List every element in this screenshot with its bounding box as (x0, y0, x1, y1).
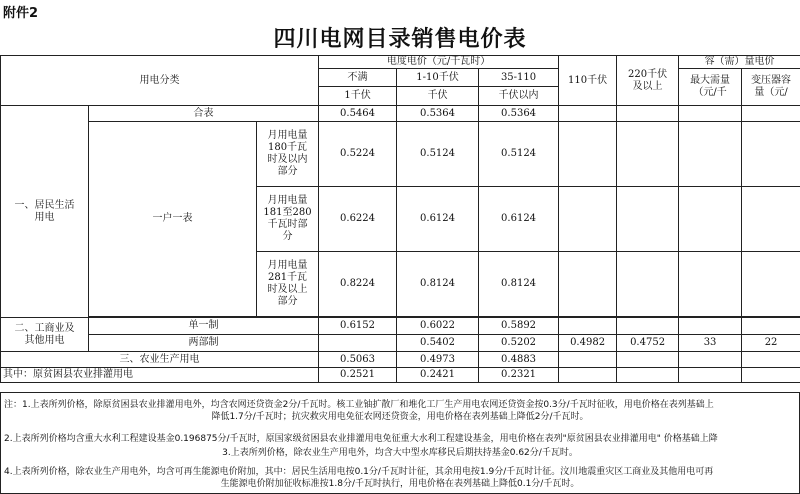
cell-value: 0.6124 (479, 187, 559, 252)
price-table (0, 55, 800, 383)
cell-value: 0.4883 (479, 352, 559, 368)
note-1a: 注：1.上表所列价格，除原贫困县农业排灌用电外，均含农网还贷资金2分/千瓦时。核工业铀扩散厂和堆化工厂生产用电农网还贷资金按0.3分/千瓦时征收，用电价格在表列基础上 (4, 399, 796, 411)
note-2: 2.上表所列价格均含重大水利工程建设基金0.196875分/千瓦时，原国家级贫困县农业排灌用电免征重大水利工程建设基金，用电价格在表列"原贫困县农业排灌用电" 价格基础上降 (4, 433, 796, 445)
col-max-demand-header: 最大需量 （元/千 (679, 69, 742, 106)
cell-value: 0.6124 (397, 187, 479, 252)
col-1-10kv-header: 1-10千伏 (397, 69, 479, 87)
cell-value: 0.5202 (479, 335, 559, 352)
table-row (1, 335, 800, 352)
cell-value: 0.5892 (479, 318, 559, 335)
cell-value: 0.6022 (397, 318, 479, 335)
cell-value: 0.5063 (319, 352, 397, 368)
cell-value: 0.5124 (479, 122, 559, 187)
cell-value: 0.8124 (397, 252, 479, 317)
combined-meter-label: 合表 (89, 106, 319, 122)
tier2-label: 月用电量 181至280 千瓦时部 分 (257, 187, 319, 252)
cell-value: 0.4752 (617, 335, 679, 352)
cell-value: 0.6152 (319, 318, 397, 335)
cell-value: 0.4973 (397, 352, 479, 368)
cell-value: 0.2521 (319, 368, 397, 383)
table-row (1, 352, 800, 368)
table-row (1, 318, 800, 335)
cell-value: 0.5464 (319, 106, 397, 122)
note-4a: 4.上表所列价格，除农业生产用电外，均含可再生能源电价附加，其中：居民生活用电按0.1分/千瓦时计征，其余用电按1.9分/千瓦时计征。汶川地震重灾区工商业及其他用电可再 (4, 466, 796, 478)
col-35-110kv-unit: 千伏以内 (479, 87, 559, 106)
cell-value: 0.2321 (479, 368, 559, 383)
notes-box (0, 392, 800, 494)
table-row (1, 106, 800, 122)
cell-value: 0.2421 (397, 368, 479, 383)
col-35-110kv-header: 35-110 (479, 69, 559, 87)
cell-value: 0.8124 (479, 252, 559, 317)
cell-value: 0.5402 (397, 335, 479, 352)
cell-value: 0.5124 (397, 122, 479, 187)
agri-subcategory-label: 其中：原贫困县农业排灌用电 (1, 368, 319, 383)
energy-price-header: 电度电价（元/千瓦时） (319, 56, 559, 69)
agri-category-label: 三、农业生产用电 (1, 352, 319, 368)
note-1b: 降低1.7分/千瓦时；抗灾救灾用电免征农网还贷资金，用电价格在表列基础上降低2分/千瓦时。 (4, 411, 796, 423)
capacity-price-header: 容（需）量电价 (679, 56, 800, 69)
commercial-category-label: 二、工商业及 其他用电 (1, 318, 89, 352)
cell-value: 22 (742, 335, 800, 352)
col-110kv-header: 110千伏 (559, 56, 617, 106)
single-system-label: 单一制 (89, 318, 319, 335)
note-4b: 生能源电价附加征收标准按1.8分/千瓦时执行，用电价格在表列基础上降低0.1分/千瓦时。 (4, 478, 796, 490)
note-3: 3.上表所列价格，除农业生产用电外，均含大中型水库移民后期扶持基金0.62分/千瓦时。 (4, 447, 796, 459)
tier3-label: 月用电量 281千瓦 时及以上 部分 (257, 252, 319, 317)
col-transformer-header: 变压器容 量（元/ (742, 69, 800, 106)
cell-value: 0.6224 (319, 187, 397, 252)
table-row (1, 122, 800, 187)
one-household-label: 一户一表 (89, 122, 257, 317)
two-part-system-label: 两部制 (89, 335, 319, 352)
cell-value: 0.5364 (397, 106, 479, 122)
cell-value: 33 (679, 335, 742, 352)
attachment-label: 附件2 (3, 2, 38, 21)
cell-value: 0.5224 (319, 122, 397, 187)
col-220kv-header: 220千伏 及以上 (617, 56, 679, 106)
col-lt1kv-header: 不满 (319, 69, 397, 87)
cell-value: 0.5364 (479, 106, 559, 122)
page-title: 四川电网目录销售电价表 (0, 22, 800, 53)
col-lt1kv-unit: 1千伏 (319, 87, 397, 106)
table-row (1, 368, 800, 383)
tier1-label: 月用电量 180千瓦 时及以内 部分 (257, 122, 319, 187)
col-1-10kv-unit: 千伏 (397, 87, 479, 106)
cell-value: 0.8224 (319, 252, 397, 317)
resident-category-label: 一、居民生活 用电 (1, 106, 89, 318)
category-header: 用电分类 (1, 56, 319, 106)
cell-value: 0.4982 (559, 335, 617, 352)
